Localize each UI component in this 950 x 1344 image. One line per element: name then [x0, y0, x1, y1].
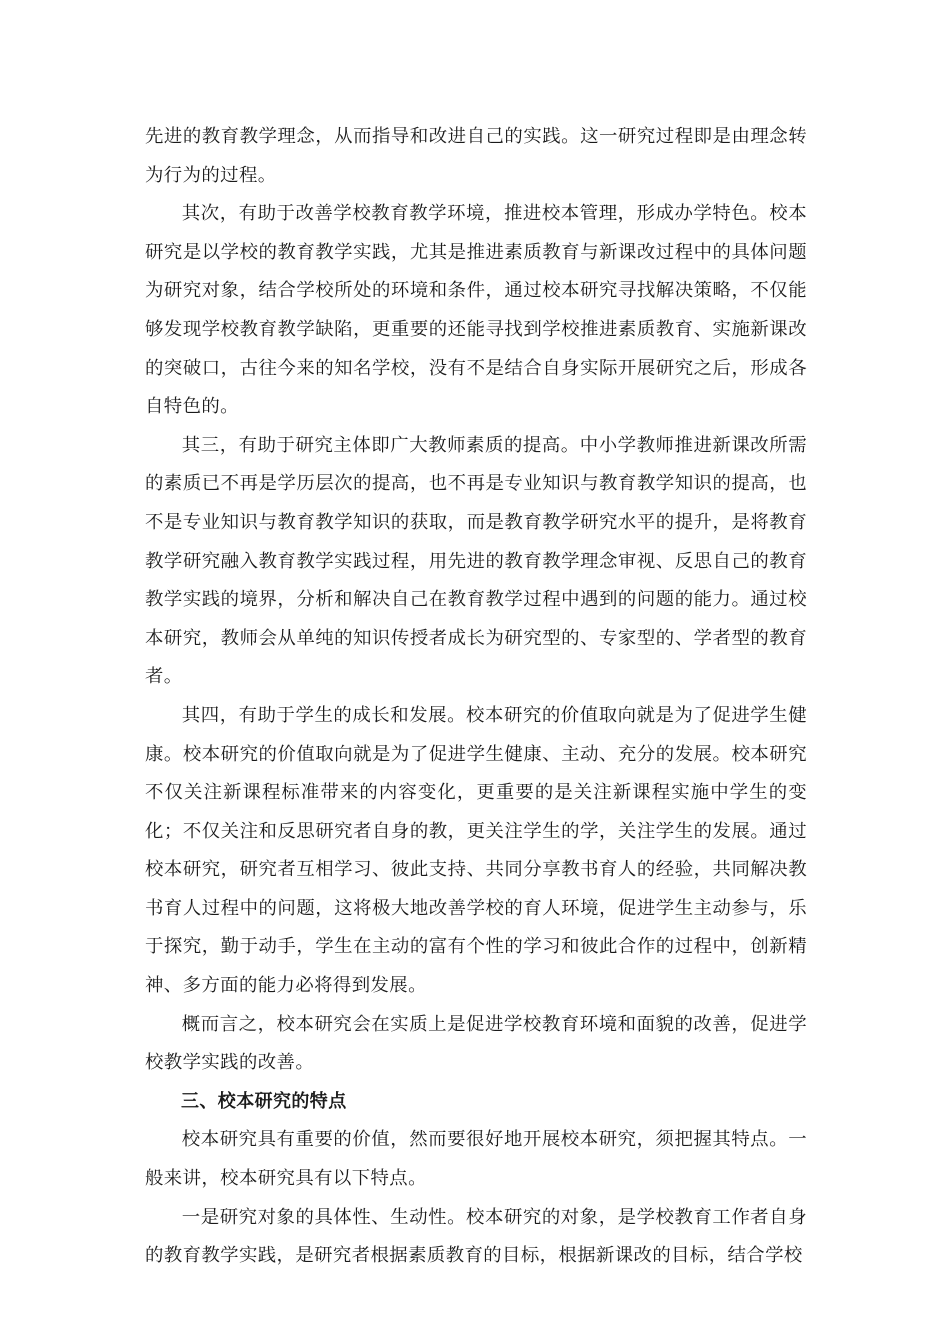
paragraph-continuation: 先进的教育教学理念，从而指导和改进自己的实践。这一研究过程即是由理念转为行为的过程。 — [145, 126, 807, 186]
section-heading: 三、校本研究的特点 — [181, 1090, 347, 1112]
paragraph-features-intro: 校本研究具有重要的价值，然而要很好地开展校本研究，须把握其特点。一般来讲，校本研究具有以下特点。 — [145, 1129, 807, 1190]
document-body — [145, 118, 807, 1276]
paragraph-feature-one: 一是研究对象的具体性、生动性。校本研究的对象，是学校教育工作者自身的教育教学实践，是研究者根据素质教育的目标，根据新课改的目标，结合学校 — [145, 1206, 807, 1267]
paragraph-third-benefit: 其三，有助于研究主体即广大教师素质的提高。中小学教师推进新课改所需的素质已不再是学历层次的提高，也不再是专业知识与教育教学知识的提高，也不是专业知识与教育教学知识的获取，而是教育教学研究水平的提升，是将教育教学研究融入教育教学实践过程，用先进的教育教学理念审视、反思自己的教育教学实践的境界，分析和解决自己在教育教学过程中遇到的问题的能力。通过校本研究，教师会从单纯的知识传授者成长为研究型的、专家型的、学者型的教育者。 — [145, 434, 807, 688]
paragraph-second-benefit: 其次，有助于改善学校教育教学环境，推进校本管理，形成办学特色。校本研究是以学校的教育教学实践，尤其是推进素质教育与新课改过程中的具体问题为研究对象，结合学校所处的环境和条件，通过校本研究寻找解决策略，不仅能够发现学校教育教学缺陷，更重要的还能寻找到学校推进素质教育、实施新课改的突破口，古往今来的知名学校，没有不是结合自身实际开展研究之后，形成各自特色的。 — [145, 203, 807, 418]
paragraph-summary: 概而言之，校本研究会在实质上是促进学校教育环境和面貌的改善，促进学校教学实践的改善。 — [145, 1013, 807, 1074]
paragraph-fourth-benefit: 其四，有助于学生的成长和发展。校本研究的价值取向就是为了促进学生健康。校本研究的价值取向就是为了促进学生健康、主动、充分的发展。校本研究不仅关注新课程标准带来的内容变化，更重要的是关注新课程实施中学生的变化；不仅关注和反思研究者自身的教，更关注学生的学，关注学生的发展。通过校本研究，研究者互相学习、彼此支持、共同分享教书育人的经验，共同解决教书育人过程中的问题，这将极大地改善学校的育人环境，促进学生主动参与，乐于探究，勤于动手，学生在主动的富有个性的学习和彼此合作的过程中，创新精神、多方面的能力必将得到发展。 — [145, 704, 807, 997]
